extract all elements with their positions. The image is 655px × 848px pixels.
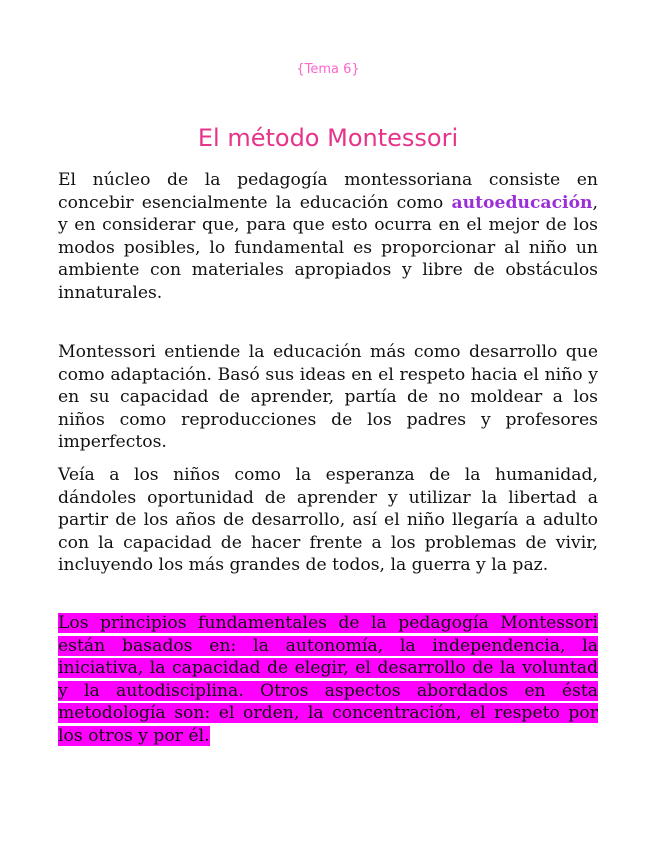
paragraph-1-text-end: , y en considerar que, para que esto ocurra en el mejor de los modos posibles, lo fundamental es proporcionar al niño un ambiente con materiales apropiados y libre de obstáculos innaturales. (58, 192, 598, 303)
paragraph-4-highlighted (58, 612, 598, 747)
paragraph-3: Veía a los niños como la esperanza de la humanidad, dándoles oportunidad de aprender y utilizar la libertad a partir de los años de desarrollo, así el niño llegaría a adulto con la capacidad de hacer frente a los problemas de vivir, incluyendo los más grandes de todos, la guerra y la paz. (58, 465, 598, 575)
paragraph-2: Montessori entiende la educación más como desarrollo que como adaptación. Basó sus ideas en el respeto hacia el niño y en su capacidad de aprender, partía de no moldear a los niños como reproducciones de los padres y profesores imperfectos. (58, 342, 598, 452)
key-term-autoeducacion: autoeducación (451, 192, 593, 213)
chapter-label: {Tema 6} (296, 62, 360, 77)
paragraph-1-text-start: El núcleo de la pedagogía montessoriana consiste en concebir esencialmente la educación como (58, 170, 598, 213)
paragraph-1 (58, 169, 598, 304)
page-title: El método Montessori (197, 124, 459, 152)
highlighted-text: Los principios fundamentales de la pedagogía Montessori están basados en: la autonomía, la independencia, la iniciativa, la capacidad de elegir, el desarrollo de la voluntad y la autodisciplina. Otros aspectos abordados en ésta metodología son: el orden, la concentración, el respeto por los otros y por él. (58, 613, 598, 746)
